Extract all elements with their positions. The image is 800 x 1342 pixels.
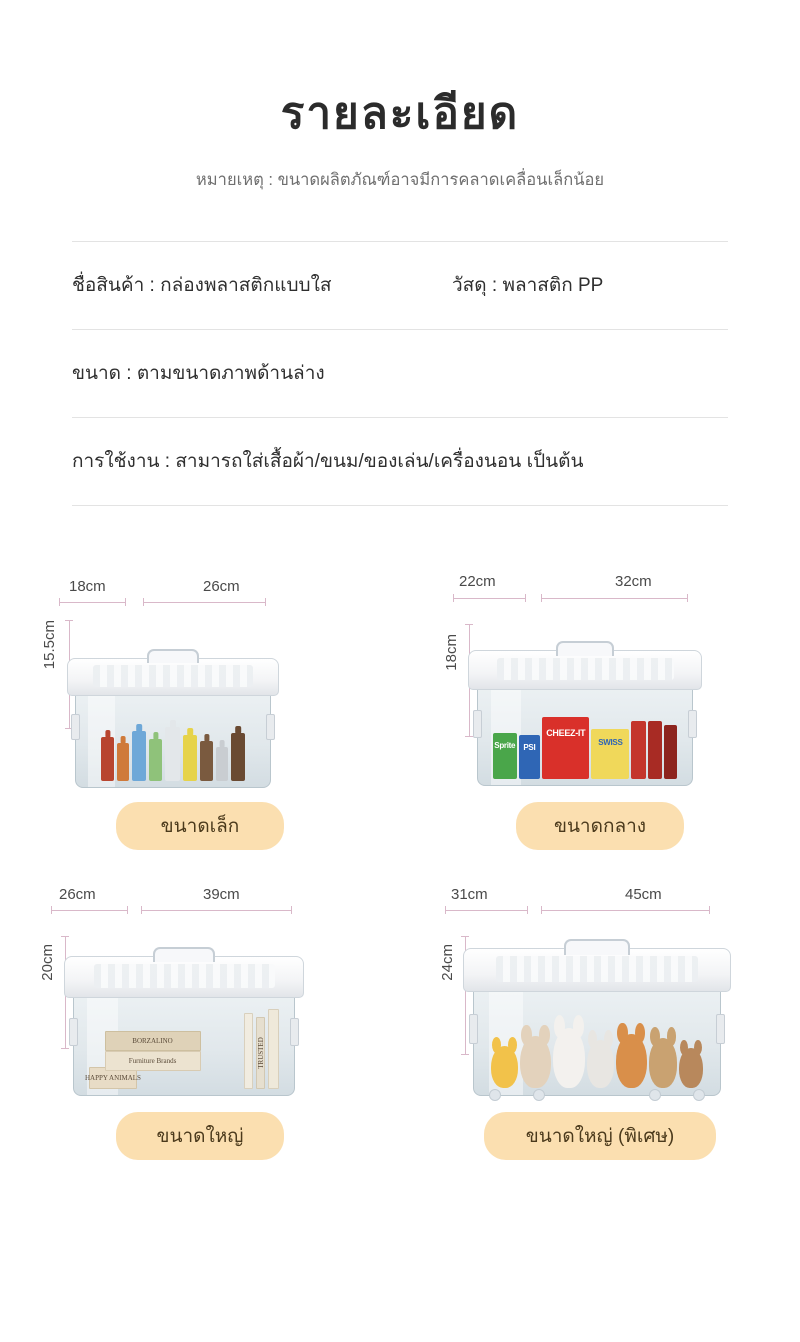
spec-label-name: ชื่อสินค้า : — [72, 275, 161, 297]
bottle-item — [200, 741, 213, 781]
spec-row — [72, 330, 728, 418]
book-item — [105, 1031, 201, 1051]
bottle-item — [149, 739, 162, 781]
box-body — [477, 686, 693, 786]
plush-toy-item — [553, 1028, 585, 1088]
dim-tick — [541, 594, 542, 602]
dim-tick — [51, 906, 52, 914]
spec-cell-name — [72, 270, 452, 300]
dim-width-large: 39cm — [203, 885, 240, 903]
dim-rule-depth-small — [59, 602, 125, 603]
box-latch — [688, 710, 697, 738]
page-subtitle: หมายเหตุ : ขนาดผลิตภัณฑ์อาจมีการคลาดเคลื่อนเล็กน้อย — [195, 170, 605, 189]
storage-box-large — [73, 956, 295, 1092]
dim-tick — [445, 906, 446, 914]
book-item — [256, 1017, 265, 1089]
box-contents-large — [84, 1009, 278, 1089]
bottle-item — [165, 727, 180, 781]
dim-tick — [65, 620, 73, 621]
dim-height-xlarge: 24cm — [439, 943, 456, 981]
dim-tick — [453, 594, 454, 602]
box-latch — [469, 1014, 478, 1044]
book-label: Furniture Brands — [128, 1056, 177, 1065]
spec-row — [72, 418, 728, 506]
plush-toy-item — [649, 1038, 678, 1088]
spec-cell-usage — [72, 446, 583, 476]
bottle-item — [231, 733, 245, 781]
product-figure-xlarge — [435, 878, 765, 1098]
spec-value-size: ตามขนาดภาพด้านล่าง — [136, 363, 325, 385]
book-label: BORZALINO — [132, 1036, 173, 1045]
storage-box-small — [75, 658, 271, 782]
box-lid — [468, 650, 702, 690]
snack-item — [493, 733, 517, 779]
snack-item — [542, 717, 589, 779]
box-lid — [64, 956, 304, 998]
page-header — [0, 0, 800, 193]
box-handle-icon — [564, 939, 630, 955]
box-handle-icon — [556, 641, 614, 656]
dim-depth-large: 26cm — [59, 885, 96, 903]
plush-toy-item — [520, 1036, 551, 1088]
dim-depth-xlarge: 31cm — [451, 885, 488, 903]
dim-rule-width-large — [141, 910, 291, 911]
product-card-large — [0, 868, 400, 1160]
bottle-item — [132, 731, 146, 781]
storage-box-xlarge — [473, 948, 721, 1092]
dim-rule-width-xlarge — [541, 910, 709, 911]
snack-label: PSI — [523, 742, 536, 752]
dim-width-medium: 32cm — [615, 572, 652, 590]
bottle-item — [117, 743, 129, 781]
dim-rule-width-medium — [541, 598, 687, 599]
wheel-icon — [693, 1089, 705, 1101]
box-contents-medium — [493, 701, 677, 779]
dim-tick — [525, 594, 526, 602]
snack-item — [664, 725, 677, 779]
lid-ribs — [94, 964, 275, 988]
spec-value-usage: สามารถใส่เสื้อผ้า/ขนม/ของเล่น/เครื่องนอน เป็นต้น — [175, 451, 584, 473]
dim-width-xlarge: 45cm — [625, 885, 662, 903]
product-figure-medium — [435, 568, 765, 788]
dim-height-large: 20cm — [39, 943, 56, 981]
bottle-item — [101, 737, 114, 781]
plush-toy-item — [491, 1046, 518, 1088]
product-caption-small: ขนาดเล็ก — [116, 802, 284, 850]
book-item — [244, 1013, 254, 1089]
dim-tick — [465, 624, 473, 625]
snack-item — [591, 729, 629, 779]
dim-rule-depth-medium — [453, 598, 525, 599]
plush-toy-item — [616, 1034, 647, 1088]
page-title: รายละเอียด — [280, 89, 520, 138]
dim-tick — [541, 906, 542, 914]
spec-cell-size — [72, 358, 452, 388]
product-figure-small — [35, 568, 365, 788]
dim-height-small: 15.5cm — [41, 619, 58, 669]
dim-tick — [461, 1054, 469, 1055]
dim-tick — [125, 598, 126, 606]
dim-tick — [465, 736, 473, 737]
spec-label-usage: การใช้งาน : — [72, 451, 176, 473]
wheel-icon — [649, 1089, 661, 1101]
spec-list — [72, 241, 728, 506]
box-contents-xlarge — [491, 1004, 703, 1089]
dim-tick — [141, 906, 142, 914]
bottle-item — [183, 735, 197, 781]
dim-tick — [527, 906, 528, 914]
box-contents-small — [90, 706, 257, 781]
box-handle-icon — [153, 947, 215, 962]
product-card-medium — [400, 558, 800, 850]
lid-ribs — [497, 658, 673, 681]
box-latch — [69, 1018, 78, 1046]
dim-tick — [59, 598, 60, 606]
spec-label-material: วัสดุ : — [452, 275, 503, 297]
dim-tick — [265, 598, 266, 606]
book-item — [105, 1051, 201, 1071]
dim-tick — [291, 906, 292, 914]
plush-toy-item — [587, 1040, 614, 1088]
snack-item — [519, 735, 541, 779]
spec-row — [72, 242, 728, 330]
plush-toy-item — [679, 1048, 702, 1088]
spec-label-size: ขนาด : — [72, 363, 137, 385]
box-body — [75, 692, 271, 788]
dim-rule-depth-xlarge — [445, 910, 527, 911]
product-caption-xlarge: ขนาดใหญ่ (พิเศษ) — [484, 1112, 716, 1160]
box-body — [473, 988, 721, 1096]
book-item — [268, 1009, 279, 1089]
dim-tick — [61, 936, 69, 937]
box-latch — [290, 1018, 299, 1046]
dim-width-small: 26cm — [203, 577, 240, 595]
dim-tick — [461, 936, 469, 937]
box-body — [73, 994, 295, 1096]
product-figure-large — [35, 878, 365, 1098]
spec-value-material: พลาสติก PP — [502, 275, 604, 297]
box-wheels — [473, 1089, 721, 1099]
dim-tick — [143, 598, 144, 606]
box-handle-icon — [147, 649, 199, 663]
spec-cell-material — [452, 270, 603, 300]
snack-item — [648, 721, 662, 779]
box-latch — [266, 714, 275, 740]
dim-tick — [709, 906, 710, 914]
dim-depth-small: 18cm — [69, 577, 106, 595]
wheel-icon — [533, 1089, 545, 1101]
snack-label: SWISS — [598, 737, 623, 747]
box-latch — [716, 1014, 725, 1044]
dim-tick — [61, 1048, 69, 1049]
box-lid — [67, 658, 279, 696]
product-caption-large: ขนาดใหญ่ — [116, 1112, 284, 1160]
wheel-icon — [489, 1089, 501, 1101]
snack-item — [631, 721, 645, 779]
product-card-xlarge — [400, 868, 800, 1160]
snack-label: Sprite — [494, 741, 516, 751]
dim-height-medium: 18cm — [443, 633, 460, 671]
dim-rule-width-small — [143, 602, 265, 603]
bottle-item — [216, 747, 228, 781]
lid-ribs — [93, 665, 253, 687]
product-grid — [0, 558, 800, 1160]
product-caption-medium: ขนาดกลาง — [516, 802, 684, 850]
book-label: HAPPY ANIMALS — [84, 1073, 141, 1082]
dim-depth-medium: 22cm — [459, 572, 496, 590]
lid-ribs — [496, 956, 698, 981]
book-label: TRUSTED — [256, 1037, 265, 1069]
dim-tick — [687, 594, 688, 602]
box-latch — [71, 714, 80, 740]
dim-rule-depth-large — [51, 910, 127, 911]
snack-label: CHEEZ-IT — [546, 728, 586, 739]
dim-tick — [127, 906, 128, 914]
product-card-small — [0, 558, 400, 850]
spec-value-name: กล่องพลาสติกแบบใส — [160, 275, 332, 297]
storage-box-medium — [477, 650, 693, 782]
box-latch — [473, 710, 482, 738]
